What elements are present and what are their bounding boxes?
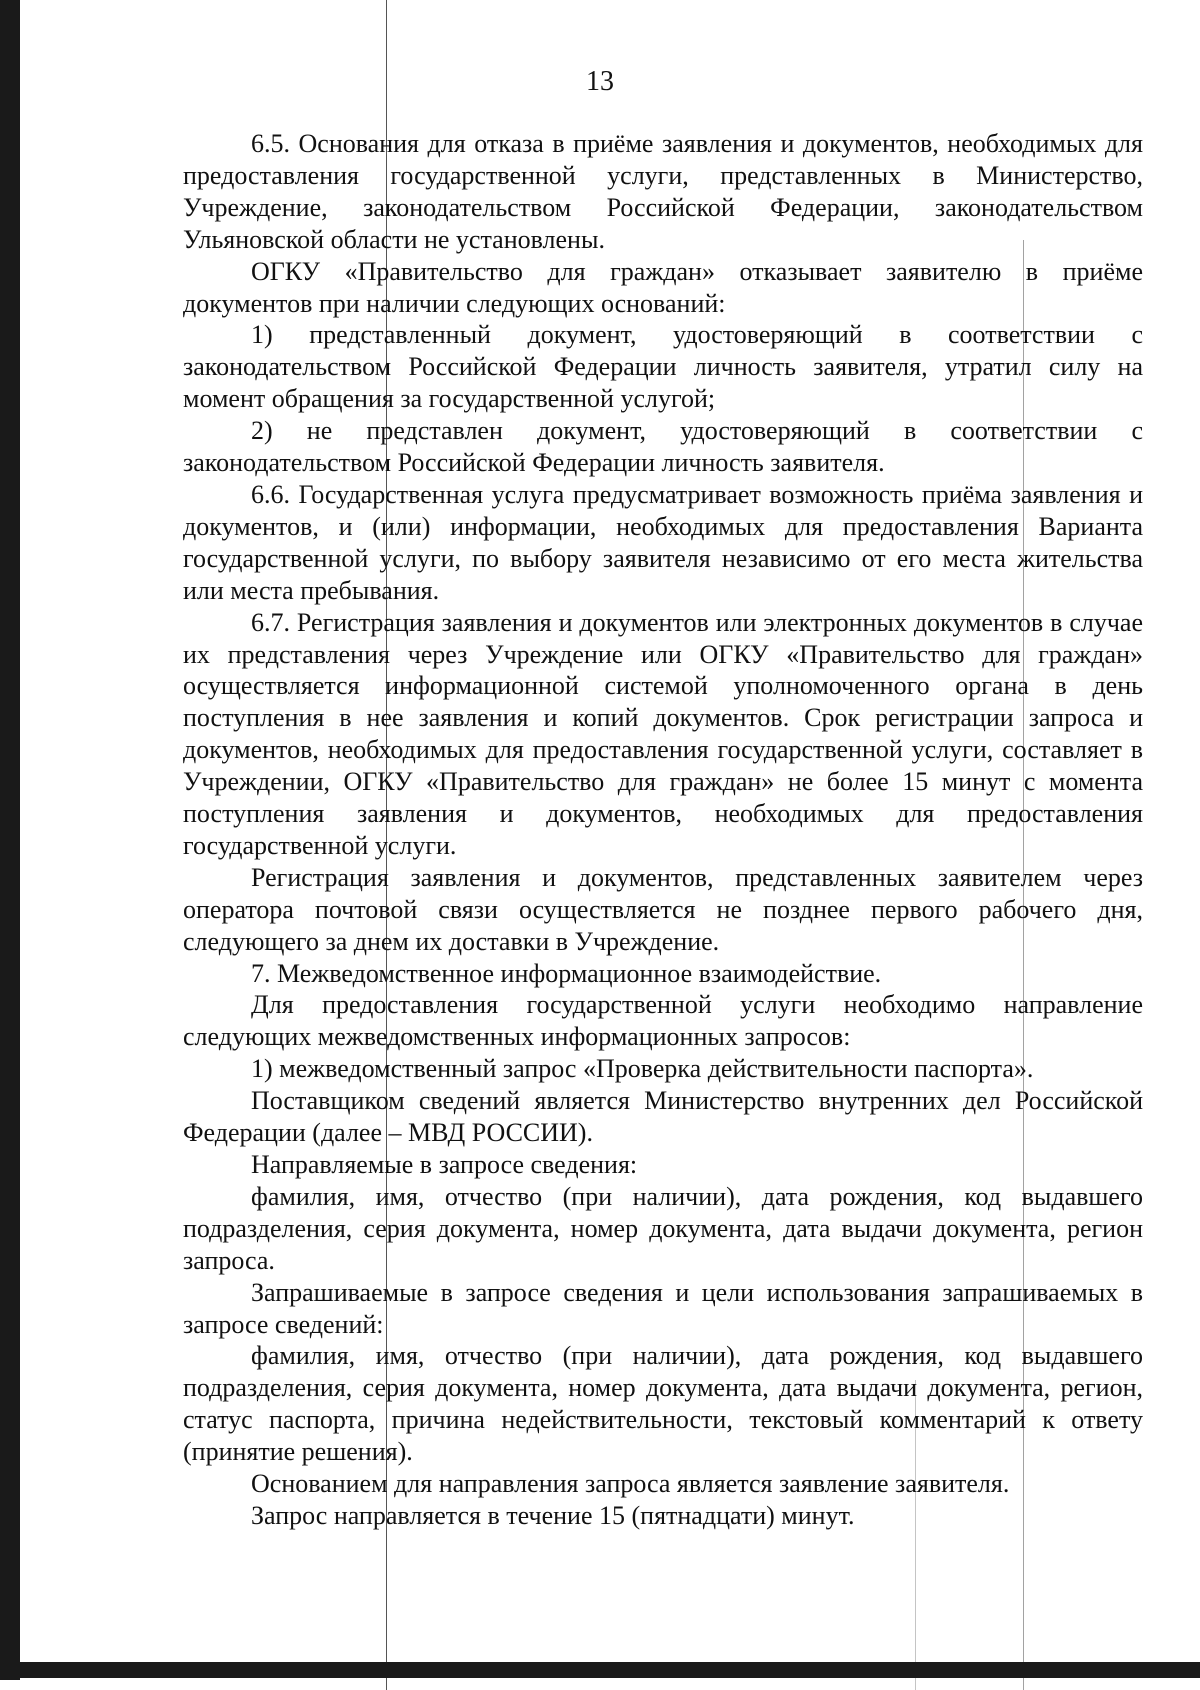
page-number: 13 xyxy=(586,66,614,97)
paragraph-sent-data: фамилия, имя, отчество (при наличии), дата рождения, код выдавшего подразделения, серия документа, номер документа, дата выдачи документа, регион запроса. xyxy=(183,1181,1143,1275)
list-item-1: 1) представленный документ, удостоверяющий в соответствии с законодательством Российской Федерации личность заявителя, утратил силу на момент обращения за государственной услугой; xyxy=(183,320,1143,414)
section-heading-7: 7. Межведомственное информационное взаимодействие. xyxy=(251,958,882,988)
request-item-1: 1) межведомственный запрос «Проверка действительности паспорта». xyxy=(251,1054,1034,1084)
list-item-2: 2) не представлен документ, удостоверяющий в соответствии с законодательством Российской Федерации личность заявителя. xyxy=(183,416,1143,478)
paragraph-requested-data: фамилия, имя, отчество (при наличии), дата рождения, код выдавшего подразделения, серия документа, номер документа, дата выдачи документа, регион, статус паспорта, причина недействительности, текстовый комментарий к ответу (принятие решения). xyxy=(183,1341,1143,1467)
paragraph-postal-registration: Регистрация заявления и документов, представленных заявителем через оператора почтовой связи осуществляется не позднее первого рабочего дня, следующего за днем их доставки в Учреждение. xyxy=(183,862,1143,956)
paragraph-6-7: 6.7. Регистрация заявления и документов или электронных документов в случае их представления через Учреждение или ОГКУ «Правительство для граждан» осуществляется информационной системой уполномоченного органа в день поступления в нее заявления и копий документов. Срок регистрации запроса и документов, необходимых для предоставления государственной услуги, составляет в Учреждении, ОГКУ «Правительство для граждан» не более 15 минут с момента поступления заявления и документов, необходимых для предоставления государственной услуги. xyxy=(183,607,1143,860)
paragraph-6-5: 6.5. Основания для отказа в приёме заявления и документов, необходимых для предоставления государственной услуги, представленных в Министерство, Учреждение, законодательством Российской Федерации, законодательством Ульяновской области не установлены. xyxy=(183,129,1143,254)
paragraph-ogku-refusal: ОГКУ «Правительство для граждан» отказывает заявителю в приёме документов при наличии следующих оснований: xyxy=(183,256,1143,318)
paragraph-sent-data-heading: Направляемые в запросе сведения: xyxy=(251,1150,638,1179)
document-body xyxy=(183,128,1143,1532)
paragraph-timing: Запрос направляется в течение 15 (пятнадцати) минут. xyxy=(251,1500,855,1530)
paragraph-basis: Основанием для направления запроса является заявление заявителя. xyxy=(251,1469,1010,1499)
scan-left-edge xyxy=(0,0,20,1680)
scan-bottom-edge xyxy=(0,1662,1200,1678)
paragraph-provider: Поставщиком сведений является Министерство внутренних дел Российской Федерации (далее – МВД РОССИИ). xyxy=(183,1086,1143,1148)
paragraph-6-6: 6.6. Государственная услуга предусматривает возможность приёма заявления и документов, и (или) информации, необходимых для предоставления Варианта государственной услуги, по выбору заявителя независимо от его места жительства или места пребывания. xyxy=(183,479,1143,605)
paragraph-requested-data-heading: Запрашиваемые в запросе сведения и цели использования запрашиваемых в запросе сведений: xyxy=(183,1277,1143,1339)
paragraph-requests-intro: Для предоставления государственной услуги необходимо направление следующих межведомственных информационных запросов: xyxy=(183,990,1143,1052)
